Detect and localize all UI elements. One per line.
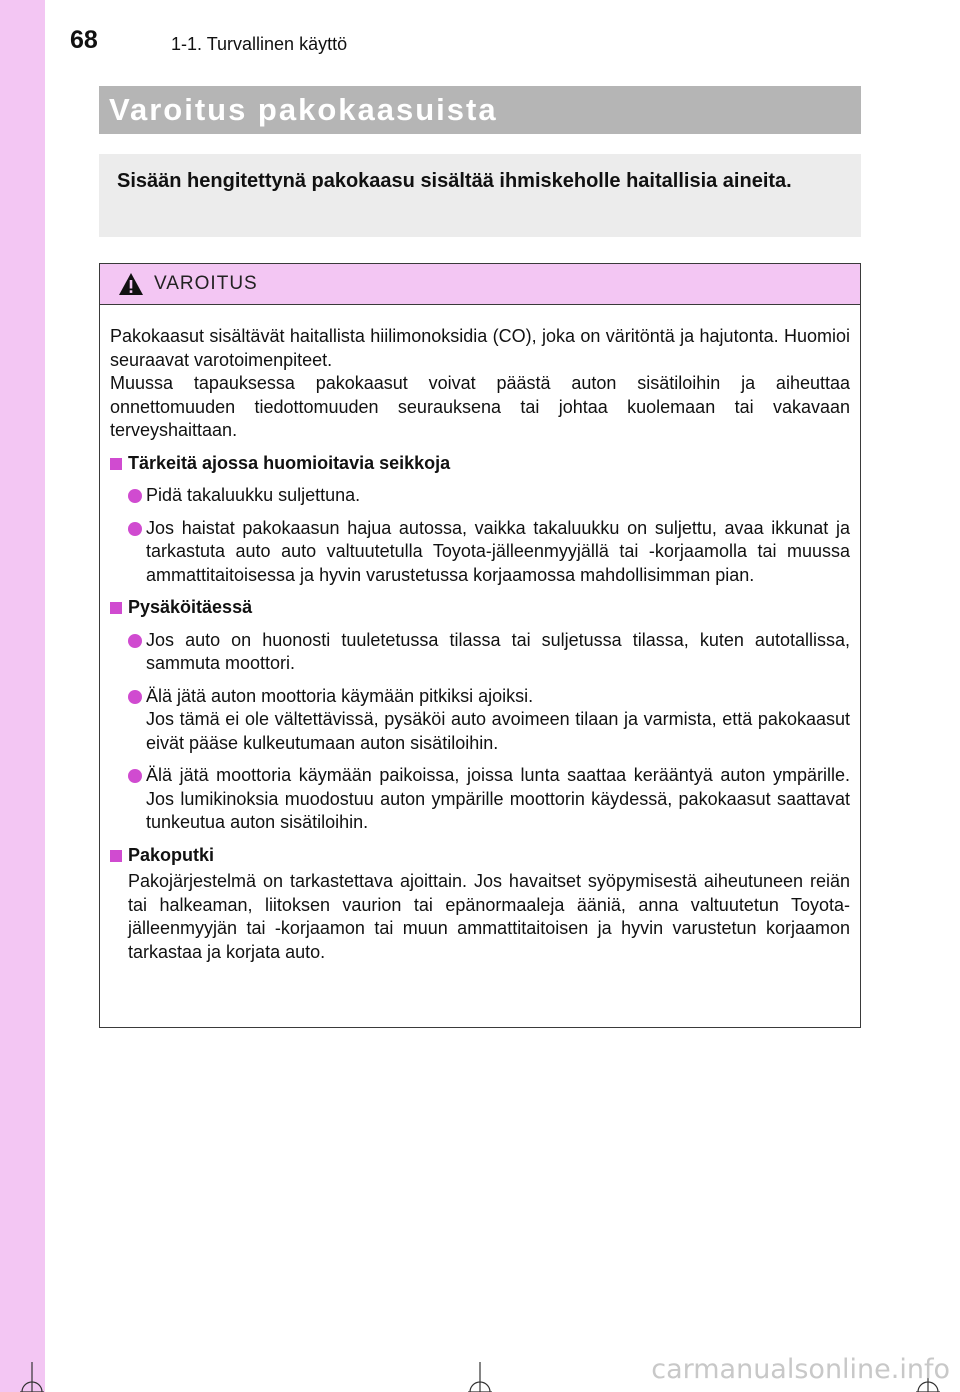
list-item-text: Jos haistat pakokaasun hajua autossa, vaikka takaluukku on suljettu, avaa ikkunat ja tarkastuta auto auto valtuutetulla Toyota-jälleenmyyjällä tai -korjaamolla tai muussa ammattitaitoisessa ja hyvin varustetussa korjaamossa mahdollisimman pian.: [146, 517, 850, 585]
list-item: [110, 484, 850, 508]
square-bullet-icon: [110, 850, 122, 862]
list-item: [110, 629, 850, 676]
section-heading: [110, 844, 850, 868]
list-item-text: [146, 685, 850, 756]
side-color-strip: [0, 0, 45, 1392]
list-item: [110, 685, 850, 756]
section-heading-text: Pakoputki: [128, 844, 215, 865]
crop-mark-icon: [465, 1362, 495, 1392]
round-bullet-icon: [128, 690, 142, 704]
list-item-extra: Jos tämä ei ole vältettävissä, pysäköi auto avoimeen tilaan ja varmista, että pakokaasut eivät pääse kulkeutumaan auton sisätiloihin.: [146, 709, 850, 753]
section-heading-text: Tärkeitä ajossa huomioitavia seikkoja: [128, 452, 451, 473]
section-heading: [110, 596, 850, 620]
list-item-text: Jos auto on huonosti tuuletetussa tilassa tai suljetussa tilassa, kuten autotallissa, sammuta moottori.: [146, 629, 850, 673]
watermark: carmanualsonline.info: [651, 1354, 950, 1385]
square-bullet-icon: [110, 458, 122, 470]
warning-paragraph: Pakokaasut sisältävät haitallista hiilimonoksidia (CO), joka on väritöntä ja hajutonta. Huomioi seuraavat varotoimenpiteet.: [110, 326, 850, 370]
warning-box: [99, 263, 861, 1028]
warning-header: [100, 264, 860, 305]
section-paragraph: Pakojärjestelmä on tarkastettava ajoittain. Jos havaitset syöpymisestä aiheutuneen reiän tai halkeaman, liitoksen vaurion tai epänormaaleja ääniä, anna valtuutetun Toyota-jälleenmyyjän tai -korjaamon tai muun ammattitaitoisen ja hyvin varustetun korjaamon tarkastaa ja korjata auto.: [128, 871, 850, 962]
warning-paragraph: Muussa tapauksessa pakokaasut voivat päästä auton sisätiloihin ja aiheuttaa onnettomuuden tiedottomuuden seurauksena tai johtaa kuolemaan tai vakavaan terveyshaittaan.: [110, 373, 850, 440]
intro-text: Sisään hengitettynä pakokaasu sisältää ihmiskeholle haitallisia aineita.: [117, 170, 792, 192]
running-header: 1-1. Turvallinen käyttö: [171, 34, 348, 54]
intro-box: [99, 154, 861, 237]
list-item-text: Pidä takaluukku suljettuna.: [146, 485, 361, 505]
crop-mark-icon: [17, 1362, 47, 1392]
warning-body: [100, 305, 860, 964]
section-heading: [110, 452, 850, 476]
round-bullet-icon: [128, 634, 142, 648]
section-title-bar: [99, 86, 861, 134]
list-item: [110, 517, 850, 588]
square-bullet-icon: [110, 602, 122, 614]
round-bullet-icon: [128, 769, 142, 783]
warning-label: VAROITUS: [154, 273, 258, 294]
list-item-line: Älä jätä auton moottoria käymään pitkiksi ajoiksi.: [146, 685, 534, 706]
round-bullet-icon: [128, 522, 142, 536]
page-number: 68: [70, 26, 98, 54]
section-heading-text: Pysäköitäessä: [128, 597, 253, 617]
warning-triangle-icon: [118, 272, 144, 296]
round-bullet-icon: [128, 489, 142, 503]
section-title: Varoitus pakokaasuista: [109, 92, 498, 127]
list-item-text: Älä jätä moottoria käymään paikoissa, joissa lunta saattaa kerääntyä auton ympärille. Jos lumikinoksia muodostuu auton ympärille moottorin käydessä, pakokaasut saattavat tunkeutua auton sisätiloihin.: [146, 765, 850, 832]
list-item: [110, 764, 850, 835]
